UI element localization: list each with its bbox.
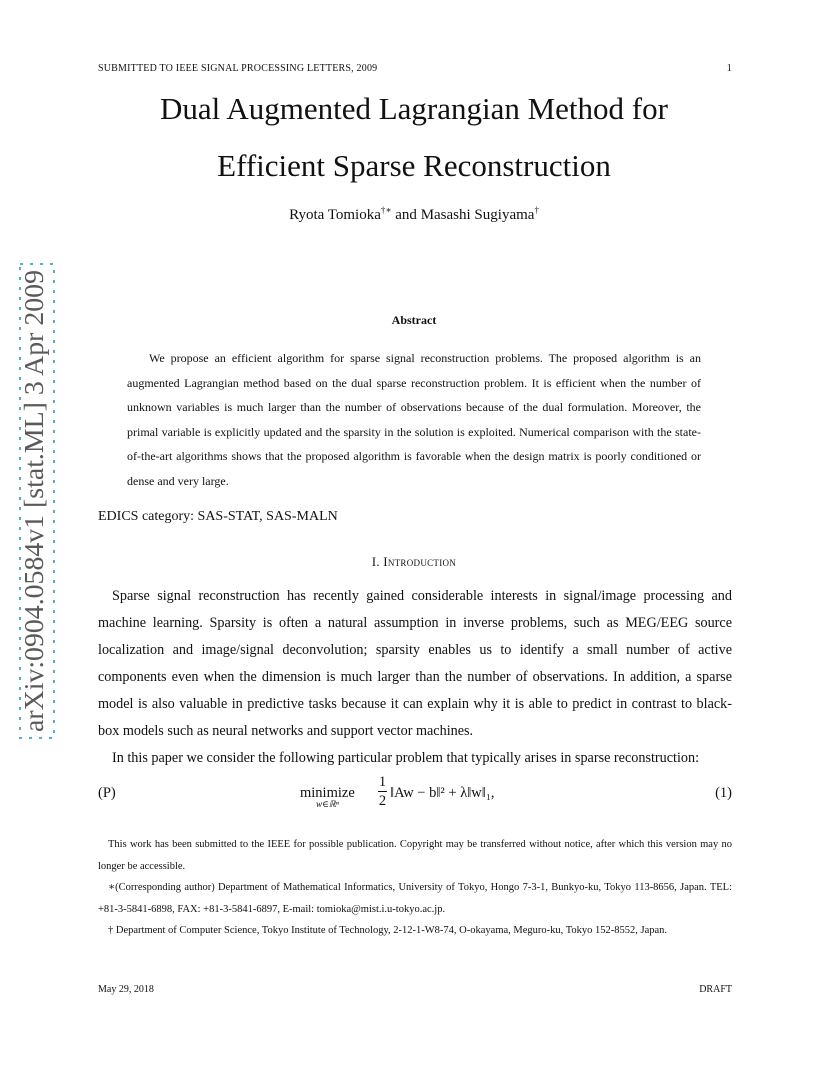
journal-name: SUBMITTED TO IEEE SIGNAL PROCESSING LETTERS, 2009 [98,63,378,74]
arxiv-identifier: arXiv:0904.0584v1 [stat.ML] 3 Apr 2009 [19,283,50,732]
running-header [98,63,732,74]
abstract-text: We propose an efficient algorithm for sparse signal reconstruction problems. The proposed algorithm is an augmented Lagrangian method based on the dual sparse reconstruction problem. It is efficient when the number of unknown variables is much larger than the number of observations because of the dual formulation. Moreover, the primal variable is explicitly updated and the sparsity in the solution is exploited. Numerical comparison with the state-of-the-art algorithms shows that the proposed algorithm is favorable when the design matrix is poorly conditioned or dense and very large. [127,351,701,488]
footnotes [98,834,732,942]
paragraph-1: Sparse signal reconstruction has recently gained considerable interests in signal/image processing and machine learning. Sparsity is often a natural assumption in inverse problems, such as MEG/EEG source localization and image/signal deconvolution; sparsity enables us to identify a small number of active components even when the dimension is much larger than the number of observations. In addition, a sparse model is also valuable in predictive tasks because it can explain why it is able to predict in contrast to black-box models such as neural networks and support vector machines. [98,588,732,739]
abstract-heading: Abstract [391,313,437,327]
fraction-numerator: 1 [378,774,387,790]
footnote-corresponding-author: ∗(Corresponding author) Department of Mathematical Informatics, University of Tokyo, Hongo 7-3-1, Bunkyo-ku, Tokyo 113-8656, Japan. TEL: +81-3-5841-6898, FAX: +81-3-5841-6897, E-mail: tomioka@mist.i.u-tokyo.ac.jp. [98,882,732,915]
operator-word: minimize [300,785,355,801]
section-numeral: I. [371,555,384,569]
footer-date: May 29, 2018 [98,984,154,995]
equation-fraction [378,773,387,810]
title-line-2: Efficient Sparse Reconstruction [217,148,611,183]
equation-label: (P) [98,785,116,801]
arxiv-stamp [18,262,58,742]
author-joiner: and [391,207,421,223]
section-heading [0,554,828,570]
footnote-submission: This work has been submitted to the IEEE for possible publication. Copyright may be transferred without notice, after which this version may no longer be accessible. [98,839,732,872]
operator-subscript: w∈ℝⁿ [316,799,339,809]
equation-operator [300,785,355,810]
author-sugiyama: Masashi Sugiyama [420,207,535,223]
edics-category: EDICS category: SAS-STAT, SAS-MALN [98,509,338,524]
equation-number: (1) [715,785,732,801]
author-list [0,205,828,224]
body-text [98,583,732,772]
section-title: Introduction [383,554,457,569]
fraction-denominator: 2 [378,793,387,809]
title-line-1: Dual Augmented Lagrangian Method for [160,91,668,126]
page-number: 1 [726,63,732,74]
author-sugiyama-marks: † [534,205,539,215]
author-tomioka-marks: †∗ [380,205,392,215]
footnote-tokyo-tech: † Department of Computer Science, Tokyo Institute of Technology, 2-12-1-W8-74, O-okayama, Meguro-ku, Tokyo 152-8552, Japan. [108,925,668,936]
author-tomioka: Ryota Tomioka [289,207,381,223]
paper-title [0,80,828,194]
equation-expression: ‖Aw − b‖² + λ‖w‖₁, [390,785,495,801]
footer-status: DRAFT [699,984,732,995]
paragraph-2: In this paper we consider the following particular problem that typically arises in sparse reconstruction: [112,750,700,766]
arxiv-stamp-graphic [18,262,58,742]
equation-1 [98,774,732,828]
page-footer [98,984,732,995]
